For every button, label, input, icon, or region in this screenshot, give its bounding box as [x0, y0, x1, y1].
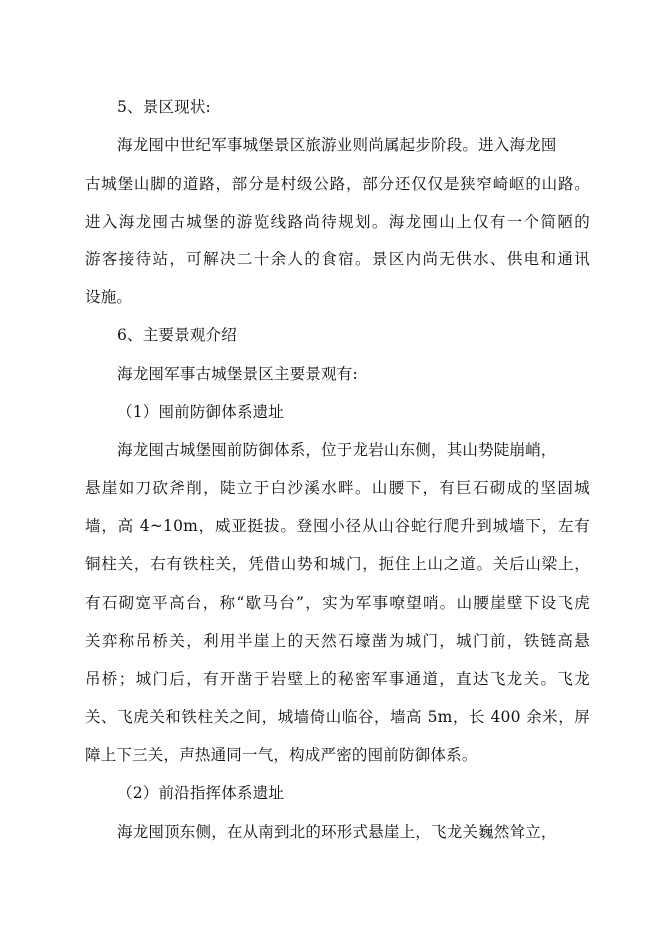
paragraph-line: 海龙囤顶东侧，在从南到北的环形式悬崖上，飞龙关巍然耸立，: [117, 823, 557, 841]
paragraph-line: 关、飞虎关和铁柱关之间，城墙倚山临谷，墙高 5m，长 400 余米，屏: [85, 708, 590, 726]
paragraph-line: 铜柱关，右有铁柱关，凭借山势和城门，扼住上山之道。关后山梁上，: [85, 555, 590, 573]
paragraph-line: 游客接待站，可解决二十余人的食宿。景区内尚无供水、供电和通讯: [85, 250, 590, 268]
paragraph-line: 海龙囤军事古城堡景区主要景观有:: [117, 365, 358, 383]
paragraph-line: 有石砌宽平高台，称“歇马台”，实为军事嘹望哨。山腰崖壁下设飞虎: [85, 594, 590, 612]
paragraph-line: 古城堡山脚的道路，部分是村级公路，部分还仅仅是狭窄崎岖的山路。: [85, 175, 590, 193]
sub-heading-1: （1）囤前防御体系遗址: [117, 403, 285, 421]
section-heading-6: 6、主要景观介绍: [117, 326, 237, 344]
paragraph-line: 悬崖如刀砍斧削，陡立于白沙溪水畔。山腰下，有巨石砌成的坚固城: [85, 479, 590, 497]
paragraph-line: 障上下三关，声热通同一气，构成严密的囤前防御体系。: [85, 746, 478, 764]
paragraph-line: 吊桥；城门后，有开凿于岩壁上的秘密军事通道，直达飞龙关。飞龙: [85, 670, 590, 688]
paragraph-line: 海龙囤中世纪军事城堡景区旅游业则尚属起步阶段。进入海龙囤: [117, 136, 557, 154]
section-heading-5: 5、景区现状:: [117, 98, 211, 116]
paragraph-line: 墙，高 4~10m，威亚挺拔。登囤小径从山谷蛇行爬升到城墙下，左有: [85, 517, 590, 535]
paragraph-line: 关弈称吊桥关，利用半崖上的天然石壕凿为城门，城门前，铁链高悬: [85, 632, 590, 650]
paragraph-line: 海龙囤古城堡囤前防御体系，位于龙岩山东侧，其山势陡崩峭，: [117, 441, 557, 459]
paragraph-line: 进入海龙囤古城堡的游览线路尚待规划。海龙囤山上仅有一个简陋的: [85, 213, 590, 231]
paragraph-line: 设施。: [85, 288, 133, 306]
sub-heading-2: （2）前沿指挥体系遗址: [117, 784, 285, 802]
